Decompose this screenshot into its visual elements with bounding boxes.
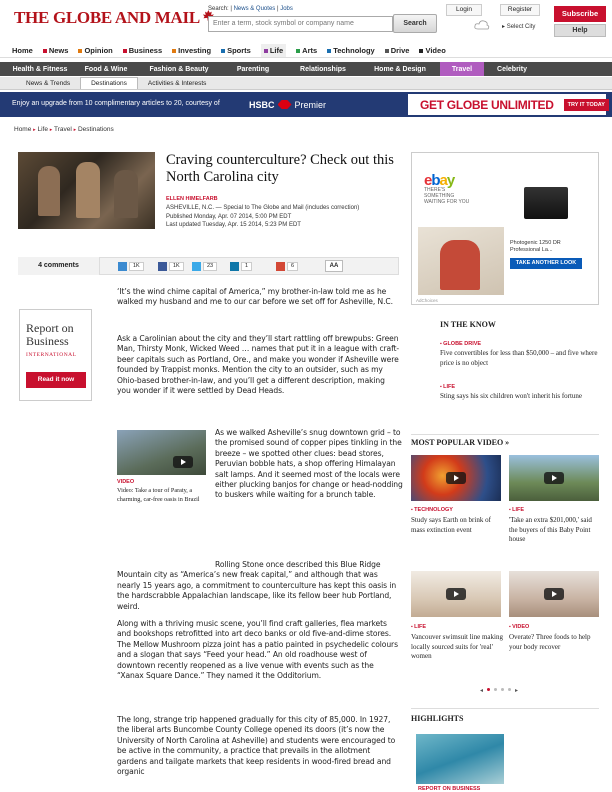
nav-dot-icon <box>385 49 389 53</box>
carousel-dot[interactable] <box>487 688 490 691</box>
play-icon[interactable] <box>446 472 466 484</box>
nav-dot-icon <box>78 49 82 53</box>
highlights-heading: HIGHLIGHTS <box>411 714 464 723</box>
item-kicker[interactable]: ▪ LIFE <box>411 624 426 630</box>
subnav-celebrity[interactable]: Celebrity <box>497 65 527 73</box>
report-on-business-ad[interactable] <box>19 309 92 401</box>
share-facebook[interactable]: 1K <box>158 262 184 271</box>
subnav-relationships[interactable]: Relationships <box>300 65 346 73</box>
breadcrumb-home[interactable]: Home <box>14 126 32 133</box>
article-hero-image[interactable] <box>18 152 155 229</box>
nav-arts[interactable]: Arts <box>296 44 317 57</box>
nav-investing[interactable]: Investing <box>172 44 211 57</box>
tab-destinations[interactable]: Destinations <box>80 77 138 89</box>
printer-image <box>524 187 568 219</box>
popular-video-link[interactable]: Overate? Three foods to help your body recover <box>509 633 591 651</box>
video-thumbnail[interactable] <box>509 571 599 617</box>
carousel-pager[interactable] <box>480 687 518 694</box>
nav-dot-icon <box>264 49 268 53</box>
rob-ad-subtitle: INTERNATIONAL <box>26 352 77 358</box>
rob-ad-title: Report on Business <box>26 321 74 348</box>
nav-dot-icon <box>221 49 225 53</box>
register-button[interactable]: Register <box>500 4 540 16</box>
nav-life[interactable]: Life <box>261 44 286 57</box>
article-dateline <box>166 204 406 230</box>
search-label: Search: <box>208 6 229 12</box>
share-googleplus[interactable]: 6 <box>276 262 298 271</box>
select-city-link[interactable]: ▸ Select City <box>502 24 536 30</box>
share-linkedin[interactable]: 1 <box>230 262 252 271</box>
news-quotes-link[interactable]: News & Quotes <box>233 6 276 12</box>
comments-link[interactable]: 4 comments <box>18 257 100 275</box>
item-kicker[interactable]: ▪ LIFE <box>509 507 524 513</box>
search-links: Search: | News & Quotes | Jobs <box>208 6 293 12</box>
popular-video-link[interactable]: Vancouver swimsuit line making locally sourced suits for 'real' women <box>411 633 503 660</box>
nav-dot-icon <box>419 49 423 53</box>
ebay-product-name: Photogenic 1250 DR Professional La... <box>510 240 561 253</box>
breadcrumb-life[interactable]: Life <box>37 126 48 133</box>
play-icon[interactable] <box>544 588 564 600</box>
nav-opinion[interactable]: Opinion <box>78 44 112 57</box>
facebook-icon <box>158 262 167 271</box>
subnav-health-fitness[interactable]: Health & Fitness <box>12 65 68 73</box>
video-thumbnail[interactable] <box>411 571 501 617</box>
life-sub-nav <box>0 62 612 76</box>
in-the-know-link[interactable]: Five convertibles for less than $50,000 – and five where price is no object <box>440 349 598 367</box>
highlight-kicker[interactable]: REPORT ON BUSINESS <box>418 786 481 792</box>
nav-video[interactable]: Video <box>419 44 445 57</box>
nav-drive[interactable]: Drive <box>385 44 410 57</box>
nav-dot-icon <box>123 49 127 53</box>
googleplus-icon <box>276 262 285 271</box>
share-twitter[interactable]: 23 <box>192 262 217 271</box>
nav-home[interactable]: Home <box>12 46 33 55</box>
subnav-home-design[interactable]: Home & Design <box>374 65 426 73</box>
article-paragraph: The long, strange trip happened gradually for this city of 85,000. In 1927, the liberal arts Buncombe County College opened its doors (it’s now the University of North Carolina at Asheville) and students were encouraged to be active in the community, a practice that prevails in the allotment gardens and tailgate markets that keep residents in wood-fired bread and organic <box>117 715 396 777</box>
carousel-dot[interactable] <box>501 688 504 691</box>
highlight-thumbnail[interactable] <box>416 734 504 784</box>
play-icon[interactable] <box>173 456 193 468</box>
cta-headline: GET GLOBE UNLIMITED <box>420 97 554 112</box>
subnav-travel[interactable]: Travel <box>440 62 484 76</box>
section-divider <box>411 708 599 709</box>
video-caption[interactable]: Video: Take a tour of Paraty, a charming, car-free oasis in Brazil <box>117 487 200 503</box>
play-icon[interactable] <box>446 588 466 600</box>
breadcrumb: Home ▸ Life ▸ Travel ▸ Destinations <box>14 126 114 133</box>
help-button[interactable]: Help <box>554 24 606 37</box>
read-it-now-button[interactable]: Read it now <box>26 372 86 388</box>
article-paragraph: Along with a thriving music scene, you’ll find craft galleries, flea markets and bookshops retrofitted into art deco banks or old five-and-dime stores. The Mellow Mushroom pizza joint has a patio painted in psychedelic colours and a slogan that says “Feed your head.” An old roadhouse west of downtown recently reopened as a live venue with events such as the “Xanax Square Dance.” They named it the Odditorium. <box>117 619 398 681</box>
tab-activities-interests[interactable]: Activities & Interests <box>147 79 207 87</box>
carousel-prev-icon[interactable]: ◂ <box>480 688 484 694</box>
article-paragraph: As we walked Asheville’s snug downtown grid – to the promised sound of copper pipes tinkling in the breeze – we spotted other clues: bead stores, Peruvian bobble hats, a shop offering Himalayan salt lamps. And it seemed most of the locals were either plucking banjos for change or head-nodding to buskers while waiting for a brunch table. <box>215 428 403 500</box>
subnav-food-wine[interactable]: Food & Wine <box>84 65 128 73</box>
subnav-fashion-beauty[interactable]: Fashion & Beauty <box>149 65 209 73</box>
jobs-link[interactable]: Jobs <box>280 6 293 12</box>
promo-banner-text: Enjoy an upgrade from 10 complimentary articles to 20, courtesy of <box>12 100 220 107</box>
in-the-know-link[interactable]: Sting says his six children won't inherit his fortune <box>440 392 583 400</box>
email-share-icon <box>118 262 127 271</box>
nav-dot-icon <box>43 49 47 53</box>
article-paragraph: Rolling Stone once described this Blue Ridge Mountain city as “America’s new freak capital,” and although that was nearly 15 years ago, a commitment to counterculture has kept this oasis in the hardscrabble Appalachian landscape, like its fellow beer hub Portland, weird. <box>117 560 397 611</box>
inline-video-thumbnail[interactable] <box>117 430 206 475</box>
weather-cloud-icon[interactable] <box>474 20 490 30</box>
published-date: Published Monday, Apr. 07 2014, 5:00 PM EDT <box>166 213 292 220</box>
article-paragraph: Ask a Carolinian about the city and they’ll start rattling off brewpubs: Green Man, Thirsty Monk, Wicked Weed … names that put it in a league with craft-beer capitals such as Portland, Ore., and make you wonder if Asheville were founded by Trappist monks. Mention the city to an outsider, such as my Ohio-based brother-in-law, and you’ll get a different description, making you wonder if it were settled by Dead Heads. <box>117 334 400 396</box>
font-size-button[interactable]: AA <box>325 260 343 272</box>
tab-news-trends[interactable]: News & Trends <box>26 79 71 87</box>
video-label: VIDEO <box>117 479 135 485</box>
section-divider <box>411 434 599 435</box>
item-kicker[interactable]: ▪ LIFE <box>440 384 455 390</box>
nav-sports[interactable]: Sports <box>221 44 251 57</box>
hsbc-hexagon-icon <box>278 100 292 109</box>
nav-dot-icon <box>327 49 331 53</box>
ebay-logo: ebay <box>424 172 455 189</box>
twitter-icon <box>192 262 201 271</box>
item-kicker[interactable]: ▪ GLOBE DRIVE <box>440 341 481 347</box>
video-thumbnail[interactable] <box>411 455 501 501</box>
masthead-logo[interactable]: THE GLOBE AND MAIL <box>14 8 204 30</box>
take-another-look-button[interactable]: TAKE ANOTHER LOOK <box>510 258 582 269</box>
article-paragraph: ‘It’s the wind chime capital of America,” my brother-in-law told me as he walked my husband and me to our car before we set off for Asheville, N.C. <box>117 287 393 307</box>
search-button[interactable]: Search <box>393 14 437 33</box>
share-email[interactable]: 1K <box>118 262 144 271</box>
breadcrumb-destinations[interactable]: Destinations <box>77 126 114 133</box>
try-it-today-button[interactable]: TRY IT TODAY <box>564 99 609 111</box>
nav-news[interactable]: News <box>43 44 69 57</box>
popular-video-link[interactable]: 'Take an extra $201,000,' said the buyers of this Baby Point house <box>509 516 592 543</box>
subscribe-button[interactable]: Subscribe <box>554 6 606 22</box>
globe-unlimited-cta[interactable] <box>408 94 606 115</box>
article-headline: Craving counterculture? Check out this North Carolina city <box>166 152 394 185</box>
ebay-tagline: THERE'S SOMETHING WAITING FOR YOU <box>424 187 470 205</box>
main-nav <box>0 44 612 58</box>
subnav-parenting[interactable]: Parenting <box>236 65 270 73</box>
dateline-text: ASHEVILLE, N.C. — Special to The Globe and Mail (includes correction) <box>166 205 360 211</box>
travel-sub-nav <box>0 77 612 90</box>
in-the-know-heading: IN THE KNOW <box>440 320 496 329</box>
article-byline[interactable]: ELLEN HIMELFARB <box>166 196 218 202</box>
nav-technology[interactable]: Technology <box>327 44 375 57</box>
play-icon[interactable] <box>544 472 564 484</box>
popular-video-heading[interactable]: MOST POPULAR VIDEO » <box>411 438 510 447</box>
popular-video-link[interactable]: Study says Earth on brink of mass extinction event <box>411 516 491 534</box>
carousel-dot[interactable] <box>508 688 511 691</box>
carousel-dot[interactable] <box>494 688 497 691</box>
adchoices-link[interactable]: AdChoices <box>416 298 438 303</box>
carousel-next-icon[interactable]: ▸ <box>515 688 519 694</box>
item-kicker[interactable]: ▪ VIDEO <box>509 624 529 630</box>
updated-date: Last updated Tuesday, Apr. 15 2014, 5:23 PM EDT <box>166 222 301 228</box>
hsbc-logo: HSBC Premier <box>249 96 341 113</box>
item-kicker[interactable]: ▪ TECHNOLOGY <box>411 507 453 513</box>
nav-dot-icon <box>296 49 300 53</box>
nav-business[interactable]: Business <box>123 44 162 57</box>
breadcrumb-travel[interactable]: Travel <box>54 126 72 133</box>
linkedin-icon <box>230 262 239 271</box>
login-button[interactable]: Login <box>446 4 482 16</box>
person-image <box>440 240 480 290</box>
search-input[interactable]: Enter a term, stock symbol or company name <box>208 16 393 32</box>
nav-dot-icon <box>172 49 176 53</box>
video-thumbnail[interactable] <box>509 455 599 501</box>
